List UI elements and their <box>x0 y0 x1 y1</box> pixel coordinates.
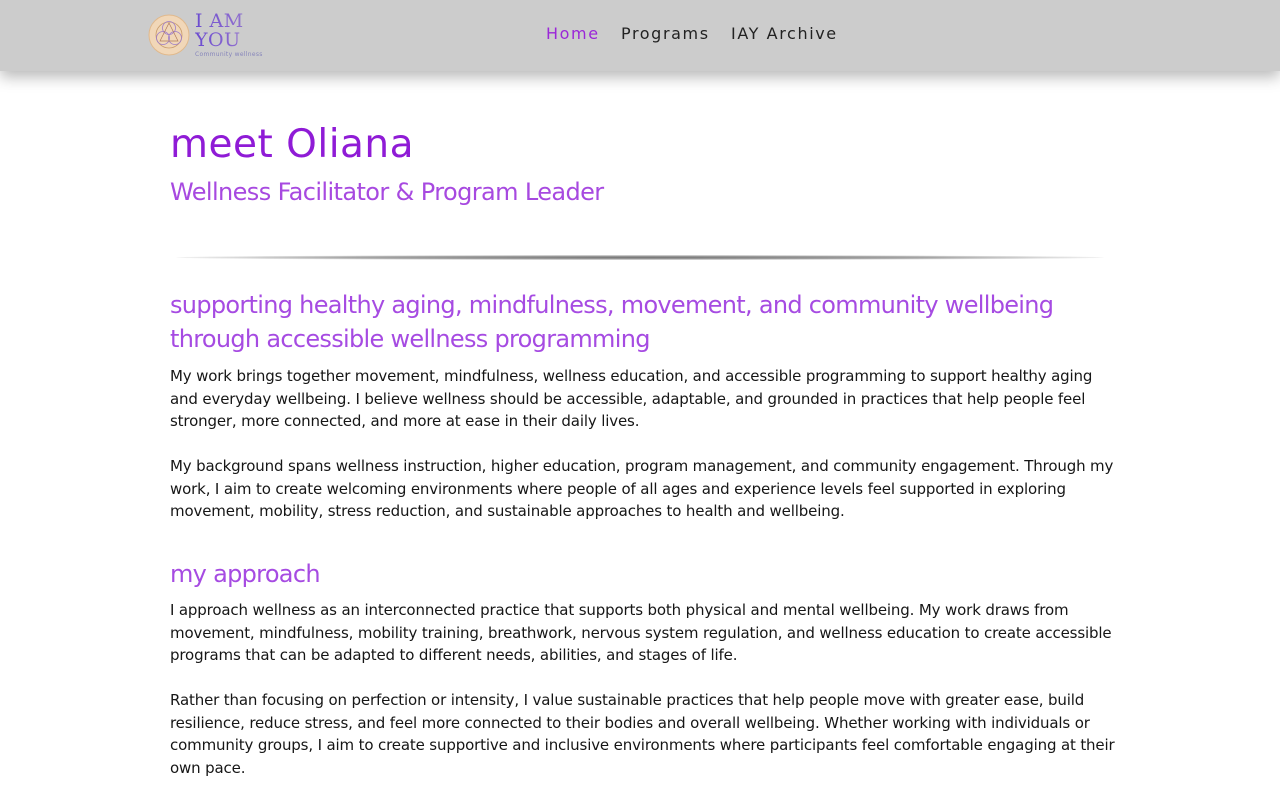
section-heading-mission: supporting healthy aging, mindfulness, movement, and community wellbeing through accessible wellness programming <box>170 291 1054 353</box>
paragraph-approach-2: Rather than focusing on perfection or intensity, I value sustainable practices that help people move with greater ease, build resilience, reduce stress, and feel more connected to their bodies and overall wellbeing. Whether working with individuals or community groups, I aim to create supportive and inclusive environments where participants feel comfortable engaging at their own pace. <box>170 691 1115 777</box>
nav-iay-archive[interactable]: IAY Archive <box>731 24 838 43</box>
section-divider <box>176 250 1104 270</box>
logo-mandala-icon <box>147 13 191 57</box>
page-title: meet Oliana <box>170 122 415 167</box>
logo-tagline: Community wellness <box>195 51 263 58</box>
paragraph-approach-1: I approach wellness as an interconnected practice that supports both physical and mental wellbeing. My work draws from movement, mindfulness, mobility training, breathwork, nervous system regulation, and wellness education to create accessible programs that can be adapted to different needs, abilities, and stages of life. <box>170 601 1112 665</box>
main-nav <box>546 24 838 43</box>
nav-programs[interactable]: Programs <box>621 24 710 43</box>
page-subtitle: Wellness Facilitator & Program Leader <box>170 178 604 206</box>
logo-word: I AM YOU <box>195 12 289 50</box>
section-heading-approach: my approach <box>170 560 320 588</box>
site-logo[interactable] <box>147 12 289 58</box>
site-header <box>0 0 1280 71</box>
nav-home[interactable]: Home <box>546 24 600 43</box>
paragraph-mission-1: My work brings together movement, mindfulness, wellness education, and accessible programming to support healthy aging and everyday wellbeing. I believe wellness should be accessible, adaptable, and grounded in practices that help people feel stronger, more connected, and more at ease in their daily lives. <box>170 367 1093 431</box>
paragraph-mission-2: My background spans wellness instruction, higher education, program management, and community engagement. Through my work, I aim to create welcoming environments where people of all ages and experience levels feel supported in exploring movement, mobility, stress reduction, and sustainable approaches to health and wellbeing. <box>170 457 1114 521</box>
logo-text <box>195 12 289 58</box>
